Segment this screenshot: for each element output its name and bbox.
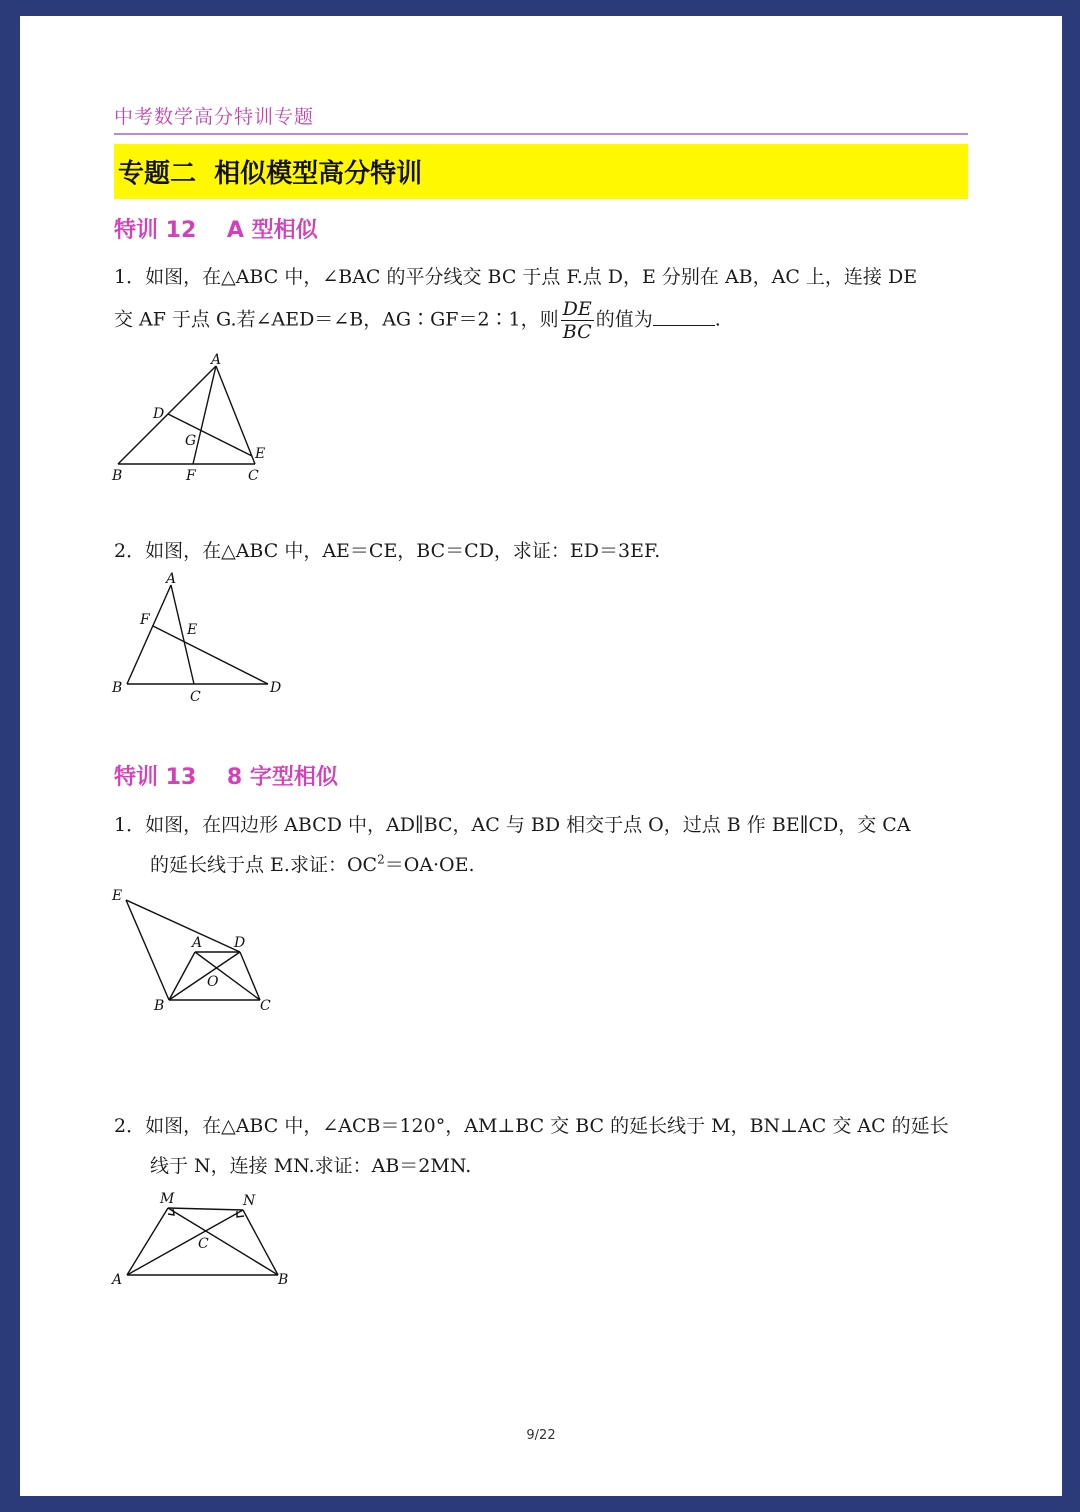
segment-ab [127, 585, 171, 684]
segment-am [127, 1208, 168, 1275]
topic-title: 专题二 相似模型高分特训 [118, 159, 423, 189]
series-title: 中考数学高分特训专题 [114, 106, 315, 128]
label-a: A [192, 935, 203, 951]
question-12-1-line2-pre: 交 AF 于点 G.若∠AED＝∠B，AG∶GF＝2∶1，则 [114, 308, 559, 331]
question-12-1-line2-end: . [714, 308, 721, 331]
answer-blank [653, 311, 715, 326]
question-13-2-line1: 2．如图，在△ABC 中，∠ACB＝120°，AM⊥BC 交 BC 的延长线于 M，BN⊥AC 交 AC 的延长 [114, 1115, 949, 1137]
segment-ab [169, 952, 195, 1000]
label-o: O [207, 974, 219, 990]
segment-ac [216, 366, 255, 464]
label-b: B [112, 468, 123, 484]
label-d: D [153, 406, 165, 422]
question-12-1-line2 [114, 298, 721, 343]
figure-13-1 [110, 884, 290, 1014]
label-c: C [260, 998, 271, 1014]
label-f: F [186, 468, 196, 484]
segment-fd [153, 626, 268, 684]
question-13-1-line1: 1．如图，在四边形 ABCD 中，AD∥BC，AC 与 BD 相交于点 O，过点 B 作 BE∥CD，交 CA [114, 814, 911, 836]
label-a: A [211, 352, 222, 368]
question-12-1-line2-post: 的值为 [595, 308, 653, 331]
label-c: C [248, 468, 259, 484]
question-13-1-line2-post: ＝OA·OE. [384, 854, 475, 876]
figure-12-2 [110, 568, 290, 705]
label-e: E [112, 888, 123, 904]
label-a: A [112, 1272, 123, 1288]
segment-af [193, 366, 216, 464]
label-b: B [112, 680, 123, 696]
label-f: F [140, 612, 150, 628]
segment-mn [168, 1208, 243, 1210]
label-b: B [154, 998, 165, 1014]
segment-bn [243, 1210, 278, 1275]
fraction-numerator: DE [562, 298, 592, 320]
fraction-denominator: BC [562, 321, 592, 343]
segment-ec [126, 900, 240, 952]
section-title-13: 特训 13 8 字型相似 [114, 765, 338, 790]
label-a: A [166, 571, 177, 587]
segment-ab [118, 366, 216, 464]
label-e: E [187, 622, 198, 638]
question-13-1-line2-pre: 的延长线于点 E.求证：OC [150, 854, 378, 876]
label-d: D [270, 680, 282, 696]
label-g: G [185, 433, 197, 449]
figure-13-2 [110, 1188, 310, 1298]
fraction-de-bc [561, 298, 594, 343]
segment-bm [168, 1208, 278, 1275]
figure-12-1 [110, 354, 280, 484]
header-divider [114, 133, 968, 135]
label-c: C [190, 689, 201, 705]
document-page [20, 16, 1062, 1496]
topic-banner [114, 144, 968, 199]
question-12-1-line1: 1．如图，在△ABC 中，∠BAC 的平分线交 BC 于点 F.点 D，E 分别在 AB，AC 上，连接 DE [114, 266, 918, 288]
label-e: E [255, 446, 266, 462]
segment-de [168, 414, 252, 456]
question-12-2-line1: 2．如图，在△ABC 中，AE＝CE，BC＝CD，求证：ED＝3EF. [114, 540, 661, 562]
label-n: N [243, 1193, 256, 1209]
label-c: C [198, 1236, 209, 1252]
superscript-2: 2 [377, 852, 385, 867]
question-13-2-line2: 线于 N，连接 MN.求证：AB＝2MN. [150, 1155, 472, 1177]
label-b: B [278, 1272, 289, 1288]
question-13-1-line2 [150, 850, 475, 877]
segment-eb [126, 900, 169, 1000]
label-d: D [234, 935, 246, 951]
page-number: 9/22 [526, 1428, 556, 1443]
section-title-12: 特训 12 A 型相似 [114, 218, 318, 243]
label-m: M [160, 1191, 175, 1207]
